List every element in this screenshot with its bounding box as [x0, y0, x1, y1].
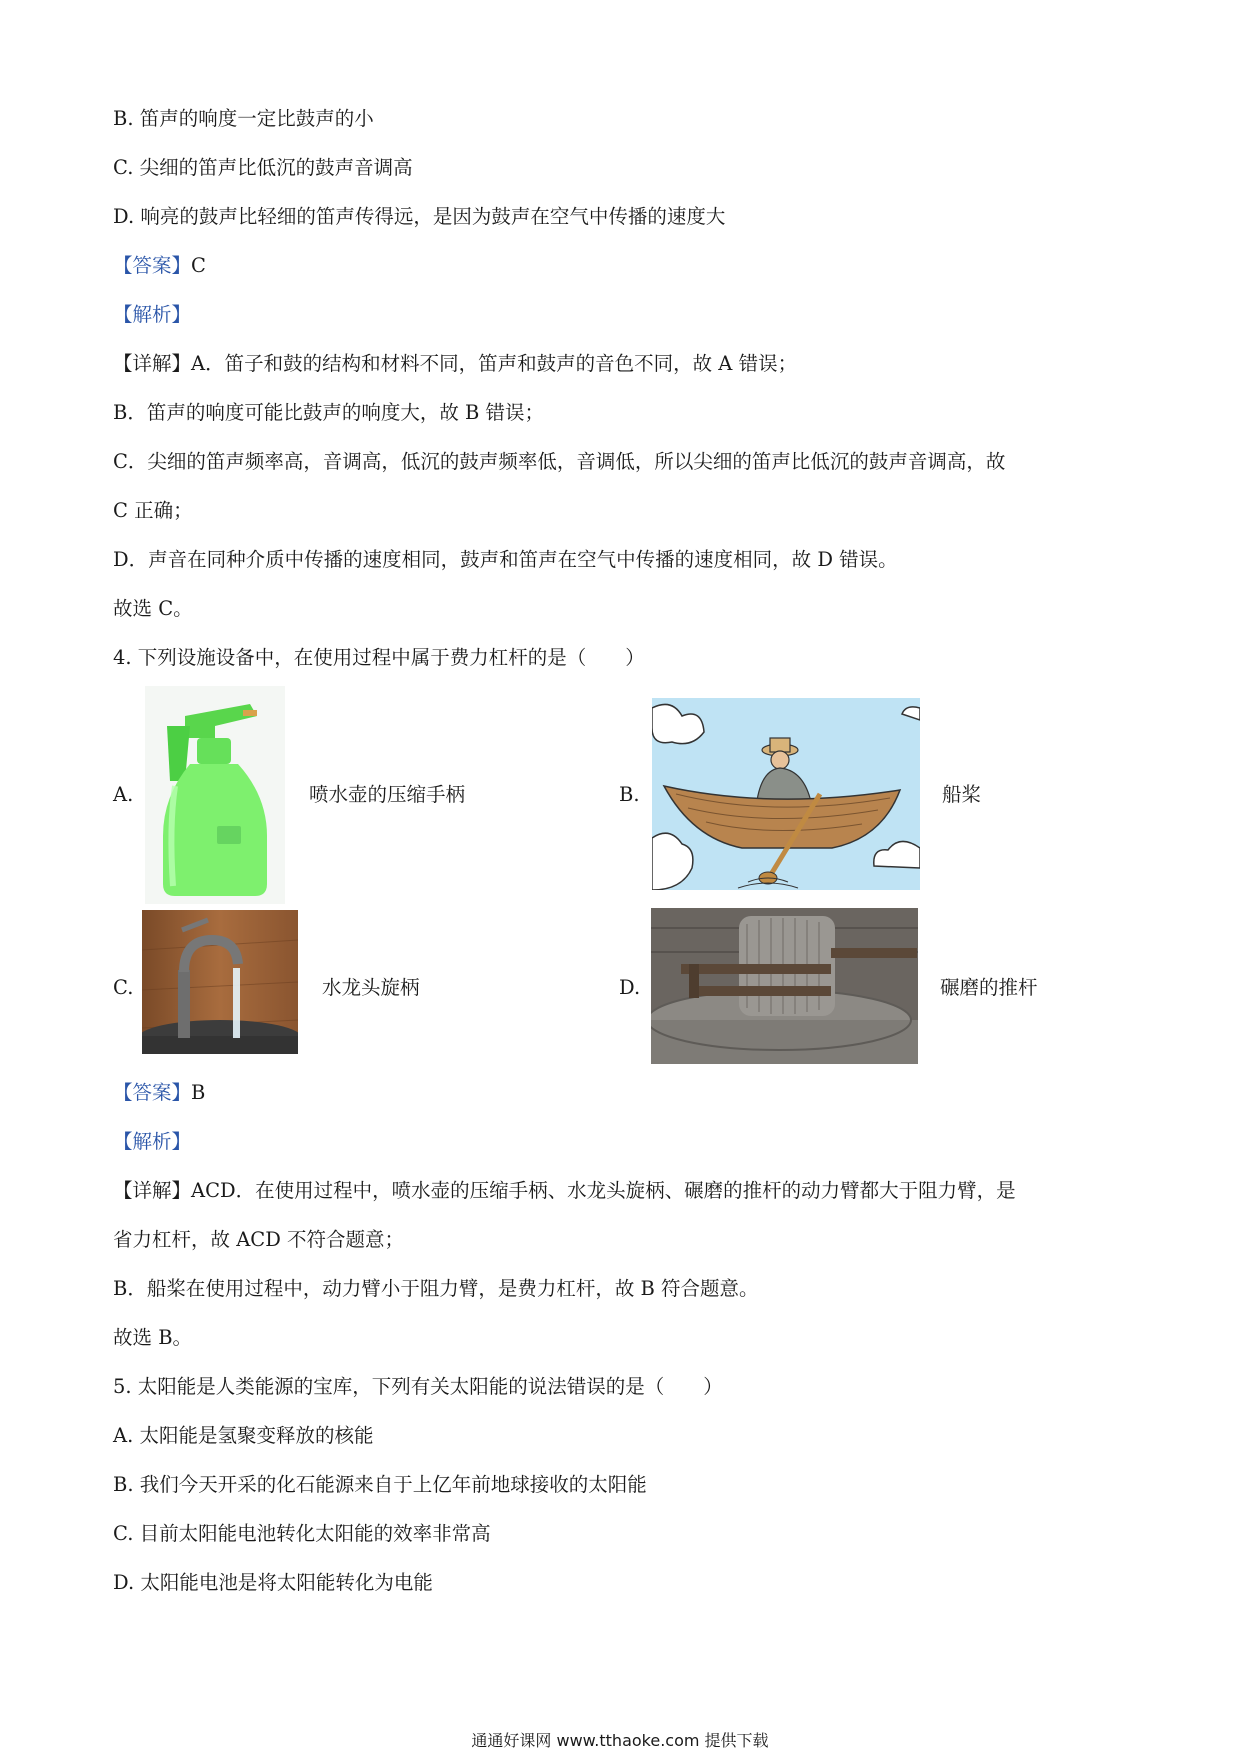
q3-answer: [113, 253, 206, 279]
q4-option-d-letter: D.: [619, 976, 641, 999]
faucet-image: [142, 910, 298, 1054]
q5-option-c: C. 目前太阳能电池转化太阳能的效率非常高: [113, 1522, 491, 1545]
q3-detail-line-1: [113, 351, 797, 377]
q5-option-a: A. 太阳能是氢聚变释放的核能: [113, 1424, 374, 1447]
answer-tag: 【答案】: [113, 254, 192, 277]
rowing-boat-image: [652, 698, 920, 890]
q3-detail-line-5: D．声音在同种介质中传播的速度相同，鼓声和笛声在空气中传播的速度相同，故 D 错误。: [113, 548, 898, 571]
detail-tag: 【详解】: [113, 1179, 192, 1202]
spray-bottle-image: [145, 686, 285, 904]
q4-detail-line-3: B．船桨在使用过程中，动力臂小于阻力臂，是费力杠杆，故 B 符合题意。: [113, 1277, 759, 1300]
q4-option-b-caption: 船桨: [942, 783, 982, 806]
q4-analysis-tag: 【解析】: [113, 1130, 192, 1153]
q4-option-c-caption: 水龙头旋柄: [322, 976, 420, 999]
q3-detail-line-6: 故选 C。: [113, 597, 193, 620]
q4-detail-line-2: 省力杠杆，故 ACD 不符合题意；: [113, 1228, 405, 1251]
q4-stem: 4. 下列设施设备中，在使用过程中属于费力杠杆的是（ ）: [113, 646, 645, 669]
q4-option-a-caption: 喷水壶的压缩手柄: [309, 783, 466, 806]
q4-option-a-letter: A.: [113, 783, 134, 806]
q3-detail-line-4: C 正确；: [113, 499, 193, 522]
answer-value: B: [191, 1081, 206, 1104]
q5-option-d: D. 太阳能电池是将太阳能转化为电能: [113, 1571, 433, 1594]
q4-option-c-letter: C.: [113, 976, 134, 999]
q3-detail-line-3: C．尖细的笛声频率高，音调高，低沉的鼓声频率低，音调低，所以尖细的笛声比低沉的鼓声音调高，故: [113, 450, 1006, 473]
q5-stem: 5. 太阳能是人类能源的宝库，下列有关太阳能的说法错误的是（ ）: [113, 1375, 723, 1398]
detail-tag: 【详解】: [113, 352, 192, 375]
q4-option-b-letter: B.: [619, 783, 640, 806]
answer-tag: 【答案】: [113, 1081, 192, 1104]
q4-detail-line-4: 故选 B。: [113, 1326, 193, 1349]
q3-option-c: C. 尖细的笛声比低沉的鼓声音调高: [113, 156, 413, 179]
q3-analysis-tag: 【解析】: [113, 303, 192, 326]
q4-answer: [113, 1080, 205, 1106]
detail-text: A．笛子和鼓的结构和材料不同，笛声和鼓声的音色不同，故 A 错误；: [191, 352, 798, 375]
detail-text: ACD．在使用过程中，喷水壶的压缩手柄、水龙头旋柄、碾磨的推杆的动力臂都大于阻力臂，是: [191, 1179, 1016, 1202]
q4-detail-line-1: [113, 1178, 1016, 1204]
page-footer: 通通好课网 www.tthaoke.com 提供下载: [471, 1731, 769, 1750]
q3-option-d: D. 响亮的鼓声比轻细的笛声传得远，是因为鼓声在空气中传播的速度大: [113, 205, 726, 228]
q4-option-d-caption: 碾磨的推杆: [940, 976, 1038, 999]
q3-detail-line-2: B．笛声的响度可能比鼓声的响度大，故 B 错误；: [113, 401, 545, 424]
stone-mill-image: [651, 908, 918, 1064]
q5-option-b: B. 我们今天开采的化石能源来自于上亿年前地球接收的太阳能: [113, 1473, 647, 1496]
answer-value: C: [191, 254, 206, 277]
q3-option-b: B. 笛声的响度一定比鼓声的小: [113, 107, 374, 130]
